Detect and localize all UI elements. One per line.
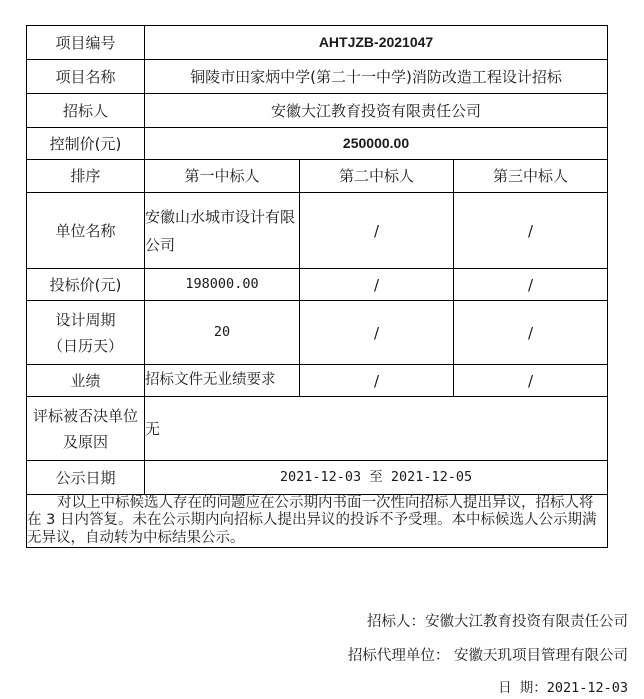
footer-agent: 招标代理单位： 安徽天玑项目管理有限公司	[347, 648, 628, 664]
row-rank-header	[27, 160, 608, 193]
bid-price-third: /	[454, 269, 608, 301]
row-performance	[27, 365, 608, 397]
row-project-no	[27, 26, 608, 60]
row-notice	[27, 495, 608, 548]
row-rejected-units	[27, 397, 608, 461]
design-period-third: /	[454, 301, 608, 365]
project-name-value: 铜陵市田家炳中学(第二十一中学)消防改造工程设计招标	[145, 60, 608, 94]
footer-tenderer: 招标人：安徽大江教育投资有限责任公司	[367, 614, 628, 630]
objection-notice: 对以上中标候选人存在的问题应在公示期内书面一次性向招标人提出异议，招标人将在 3 日内答复。未在公示期内向招标人提出异议的投诉不予受理。本中标候选人公示期满无异议，自动转为中标结果公示。	[27, 495, 608, 548]
project-no-label: 项目编号	[27, 26, 145, 60]
tenderer-label: 招标人	[27, 94, 145, 128]
row-tenderer	[27, 94, 608, 128]
second-candidate-header: 第二中标人	[300, 160, 454, 193]
row-project-name	[27, 60, 608, 94]
performance-first: 招标文件无业绩要求	[145, 365, 300, 397]
first-candidate-header: 第一中标人	[145, 160, 300, 193]
control-price-label: 控制价(元)	[27, 128, 145, 160]
publicity-date-label: 公示日期	[27, 461, 145, 495]
row-bid-price	[27, 269, 608, 301]
bid-price-second: /	[300, 269, 454, 301]
row-design-period	[27, 301, 608, 365]
rejected-units-label: 评标被否决单位及原因	[27, 397, 145, 461]
performance-third: /	[454, 365, 608, 397]
tenderer-value: 安徽大江教育投资有限责任公司	[145, 94, 608, 128]
row-unit-name	[27, 193, 608, 269]
unit-name-label: 单位名称	[27, 193, 145, 269]
row-publicity-date	[27, 461, 608, 495]
unit-name-first: 安徽山水城市设计有限公司	[145, 193, 300, 269]
rank-label: 排序	[27, 160, 145, 193]
performance-second: /	[300, 365, 454, 397]
bid-candidate-table	[26, 25, 608, 548]
design-period-label: 设计周期（日历天）	[27, 301, 145, 365]
rejected-units-value: 无	[145, 397, 608, 461]
project-no-value: AHTJZB-2021047	[145, 26, 608, 60]
design-period-first: 20	[145, 301, 300, 365]
project-name-label: 项目名称	[27, 60, 145, 94]
control-price-value: 250000.00	[145, 128, 608, 160]
footer-date: 日 期：2021-12-03	[498, 680, 628, 696]
publicity-date-value: 2021-12-03 至 2021-12-05	[145, 461, 608, 495]
unit-name-second: /	[300, 193, 454, 269]
performance-label: 业绩	[27, 365, 145, 397]
row-control-price	[27, 128, 608, 160]
design-period-second: /	[300, 301, 454, 365]
bid-price-label: 投标价(元)	[27, 269, 145, 301]
bid-price-first: 198000.00	[145, 269, 300, 301]
third-candidate-header: 第三中标人	[454, 160, 608, 193]
unit-name-third: /	[454, 193, 608, 269]
